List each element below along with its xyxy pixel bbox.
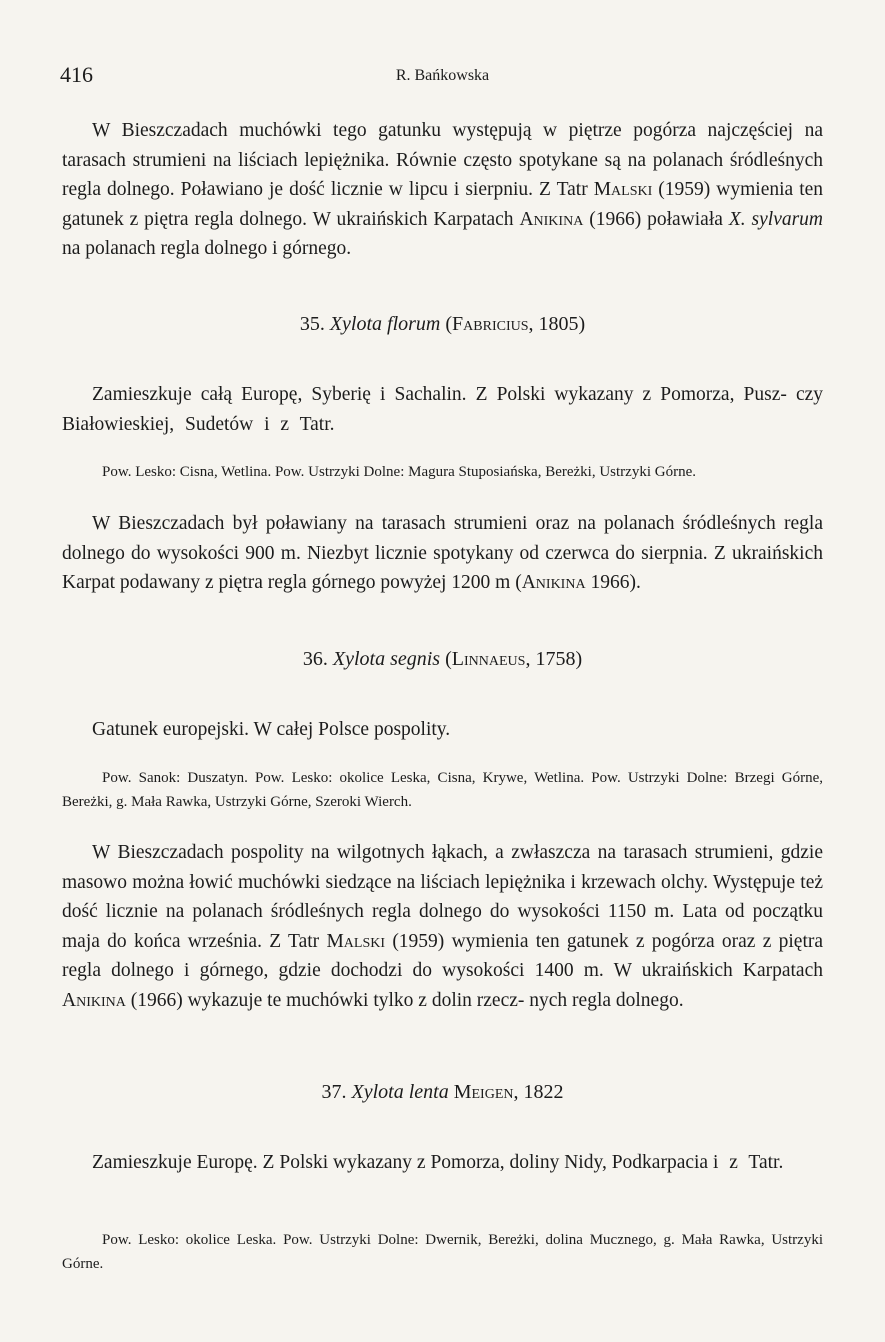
species-name: sylvarum	[751, 208, 824, 230]
genus-name: Xylota	[351, 1081, 404, 1103]
text-line: W Bieszczadach był poławiany na tarasach strumieni oraz na polanach śródleśnych	[92, 513, 776, 534]
intro-paragraph	[62, 116, 823, 264]
text-line: (1966) wykazuje te muchówki tylko z dolin rzecz-	[130, 989, 525, 1011]
text-line: regla dolnego do wysokości 900 m. Niezbyt licznie spotykany od czerwca do sierpnia.	[62, 513, 823, 564]
text-line: na polanach regla dolnego i górnego.	[62, 238, 352, 260]
taxon-author: Meigen	[453, 1081, 514, 1103]
taxon-year: , 1822	[513, 1081, 564, 1103]
species-number: 35.	[299, 313, 325, 335]
text-line: z pogórza oraz z piętra regla dolnego i górnego, gdzie dochodzi do wysokości 1400 m.	[62, 930, 824, 982]
text-line: Gatunek europejski. W całej Polsce pospolity.	[92, 719, 451, 740]
author-citation: Anikina	[519, 208, 584, 230]
text-line: W Bieszczadach muchówki tego gatunku występują w piętrze pogórza najczęściej	[92, 120, 794, 141]
distribution-paragraph-37	[62, 1148, 823, 1178]
text-line: (1959) wymienia ten gatunek	[392, 930, 629, 952]
text-line: Zamieszkuje całą Europę, Syberię i Sachalin. Z Polski wykazany z Pomorza, Pusz-	[92, 384, 787, 405]
text-line: W ukraińskich Karpatach	[613, 960, 823, 982]
text-line: (1966) poławiała	[589, 208, 723, 230]
localities-text: Rawka, Ustrzyki Górne.	[62, 1232, 824, 1272]
text-line: Z ukraińskich Karpat podawany z piętra regla górnego powyżej 1200 m (	[62, 542, 823, 594]
page-number: 416	[60, 62, 93, 87]
text-line: (1959) wymienia ten gatunek z piętra regla dolnego. W ukraińskich Karpatach	[62, 179, 824, 230]
paren: (	[445, 648, 452, 670]
ecology-paragraph-35	[62, 509, 823, 598]
text-line: Lata od początku maja do końca września. Z Tatr	[62, 901, 823, 952]
distribution-paragraph-36	[62, 715, 823, 745]
text-line: śródleśnych regla dolnego. Poławiano je dość licznie w lipcu i sierpniu. Z Tatr	[62, 149, 823, 201]
species-heading-37	[0, 1081, 885, 1104]
author-citation: Anikina	[62, 989, 126, 1011]
taxon-author: Fabricius	[452, 313, 529, 335]
species-number: 37.	[321, 1081, 347, 1103]
distribution-paragraph-35	[62, 380, 823, 439]
text-line: nych regla dolnego.	[529, 989, 684, 1011]
species-name: florum	[387, 313, 441, 335]
species-heading-35	[0, 313, 885, 336]
text-line: Zamieszkuje Europę. Z Polski wykazany z Pomorza, doliny Nidy, Podkarpacia	[92, 1152, 709, 1173]
paren: (	[445, 313, 453, 335]
ecology-paragraph-36	[62, 838, 823, 1016]
taxon-year: , 1805)	[528, 313, 586, 335]
author-citation: Anikina	[521, 572, 586, 594]
genus-abbrev: X.	[728, 208, 746, 230]
species-name: segnis	[390, 648, 441, 670]
localities-36	[62, 766, 823, 814]
text-line: na tarasach strumieni na liściach lepiężnika. Równie często spotykane są na polanach	[62, 120, 824, 171]
taxon-author: Linnaeus	[451, 648, 526, 670]
text-line: czy Białowieskiej, Sudetów i z Tatr.	[62, 384, 824, 435]
text-line: i z Tatr.	[712, 1152, 784, 1173]
text-line: gdzie masowo można łowić muchówki siedzące na liściach lepiężnika i krzewach olchy.	[62, 842, 823, 893]
localities-35	[62, 460, 823, 484]
genus-name: Xylota	[329, 313, 383, 335]
genus-name: Xylota	[332, 648, 386, 670]
taxon-year: , 1758)	[525, 648, 583, 670]
localities-text: Pow. Lesko: okolice Leska. Pow. Ustrzyki Dolne: Dwernik, Bereżki, dolina Mucznego, g. Mała	[102, 1232, 713, 1248]
localities-text: Brzegi Górne, Bereżki, g. Mała Rawka, Ustrzyki Górne, Szeroki Wierch.	[62, 770, 824, 810]
species-name: lenta	[408, 1081, 449, 1103]
running-head: R. Bańkowska	[395, 67, 490, 84]
author-citation: Malski	[593, 179, 653, 201]
page-header	[60, 62, 825, 92]
author-citation: Malski	[326, 930, 386, 952]
localities-text: Pow. Sanok: Duszatyn. Pow. Lesko: okolice Leska, Cisna, Krywe, Wetlina. Pow. Ustrzyki Dolne:	[102, 770, 728, 786]
text-line: 1966).	[585, 572, 641, 594]
localities-37	[62, 1228, 823, 1276]
species-number: 36.	[302, 648, 328, 670]
species-heading-36	[0, 648, 885, 671]
text-line: W Bieszczadach pospolity na wilgotnych łąkach, a zwłaszcza na tarasach strumieni,	[92, 842, 774, 863]
text-line: Występuje też dość licznie na polanach śródleśnych regla dolnego do wysokości 1150 m.	[62, 871, 824, 923]
localities-text: Pow. Lesko: Cisna, Wetlina. Pow. Ustrzyki Dolne: Magura Stuposiańska, Bereżki, Ustrzyki Górne.	[102, 464, 696, 480]
